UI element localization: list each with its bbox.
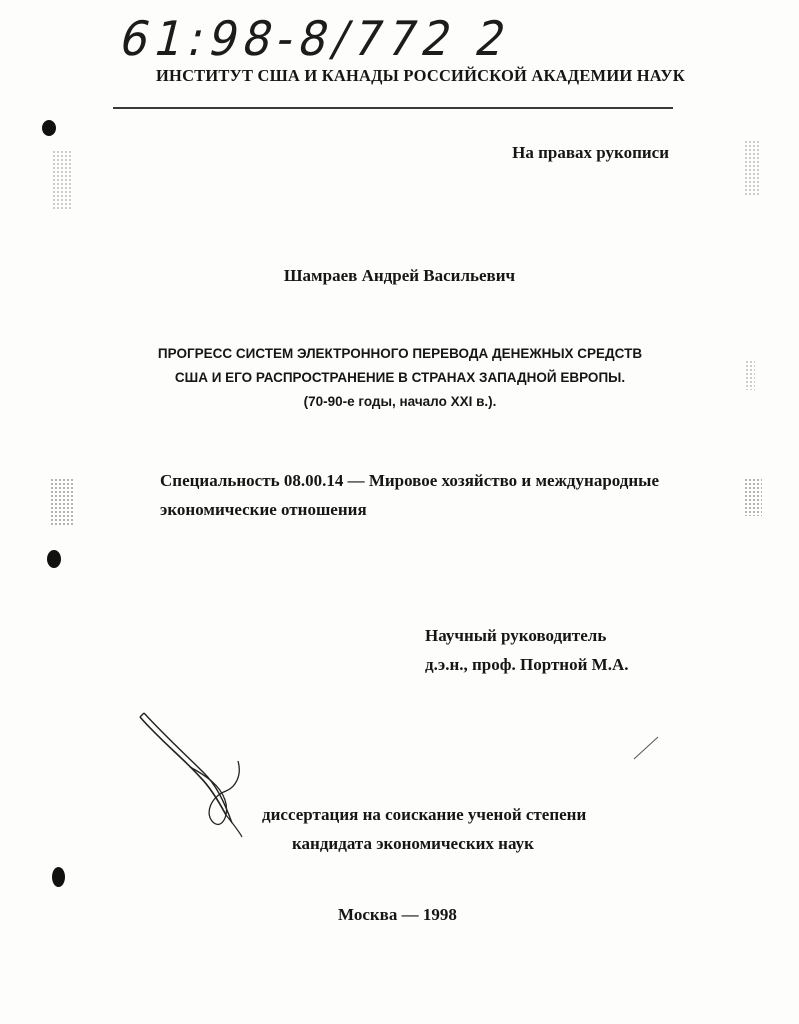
- manuscript-note: На правах рукописи: [512, 143, 669, 162]
- archive-code: 61:98-8/772 2: [114, 12, 518, 68]
- specialty-line: экономические отношения: [160, 500, 367, 519]
- author-name: Шамраев Андрей Васильевич: [283, 266, 516, 285]
- scan-noise: [745, 360, 755, 390]
- dissertation-title: [120, 342, 680, 414]
- binder-hole: [52, 867, 65, 887]
- header-rule: [113, 107, 673, 109]
- supervisor: [425, 621, 628, 679]
- title-line: (70-90-е годы, начало XXI в.).: [303, 394, 497, 409]
- degree-line: кандидата экономических наук: [292, 834, 534, 853]
- specialty-line: Специальность 08.00.14 — Мировое хозяйство и международные: [160, 471, 660, 490]
- supervisor-name: д.э.н., проф. Портной М.А.: [425, 655, 629, 674]
- institute-name: ИНСТИТУТ США И КАНАДЫ РОССИЙСКОЙ АКАДЕМИИ НАУК: [156, 66, 685, 85]
- place-year: Москва — 1998: [338, 905, 457, 924]
- degree-statement: [262, 800, 586, 858]
- scan-noise: [50, 478, 74, 526]
- scan-noise: [744, 478, 762, 516]
- degree-line: диссертация на соискание ученой степени: [262, 805, 587, 824]
- scan-noise: [52, 150, 72, 210]
- binder-hole: [47, 550, 61, 568]
- title-line: США И ЕГО РАСПРОСТРАНЕНИЕ В СТРАНАХ ЗАПАДНОЙ ЕВРОПЫ.: [174, 370, 626, 385]
- scan-noise: [744, 140, 760, 196]
- binder-hole: [42, 120, 56, 136]
- signature-mark: [130, 705, 260, 840]
- supervisor-label: Научный руководитель: [425, 626, 607, 645]
- pen-mark: [632, 735, 660, 761]
- specialty: [160, 466, 700, 524]
- title-line: ПРОГРЕСС СИСТЕМ ЭЛЕКТРОННОГО ПЕРЕВОДА ДЕНЕЖНЫХ СРЕДСТВ: [157, 346, 643, 361]
